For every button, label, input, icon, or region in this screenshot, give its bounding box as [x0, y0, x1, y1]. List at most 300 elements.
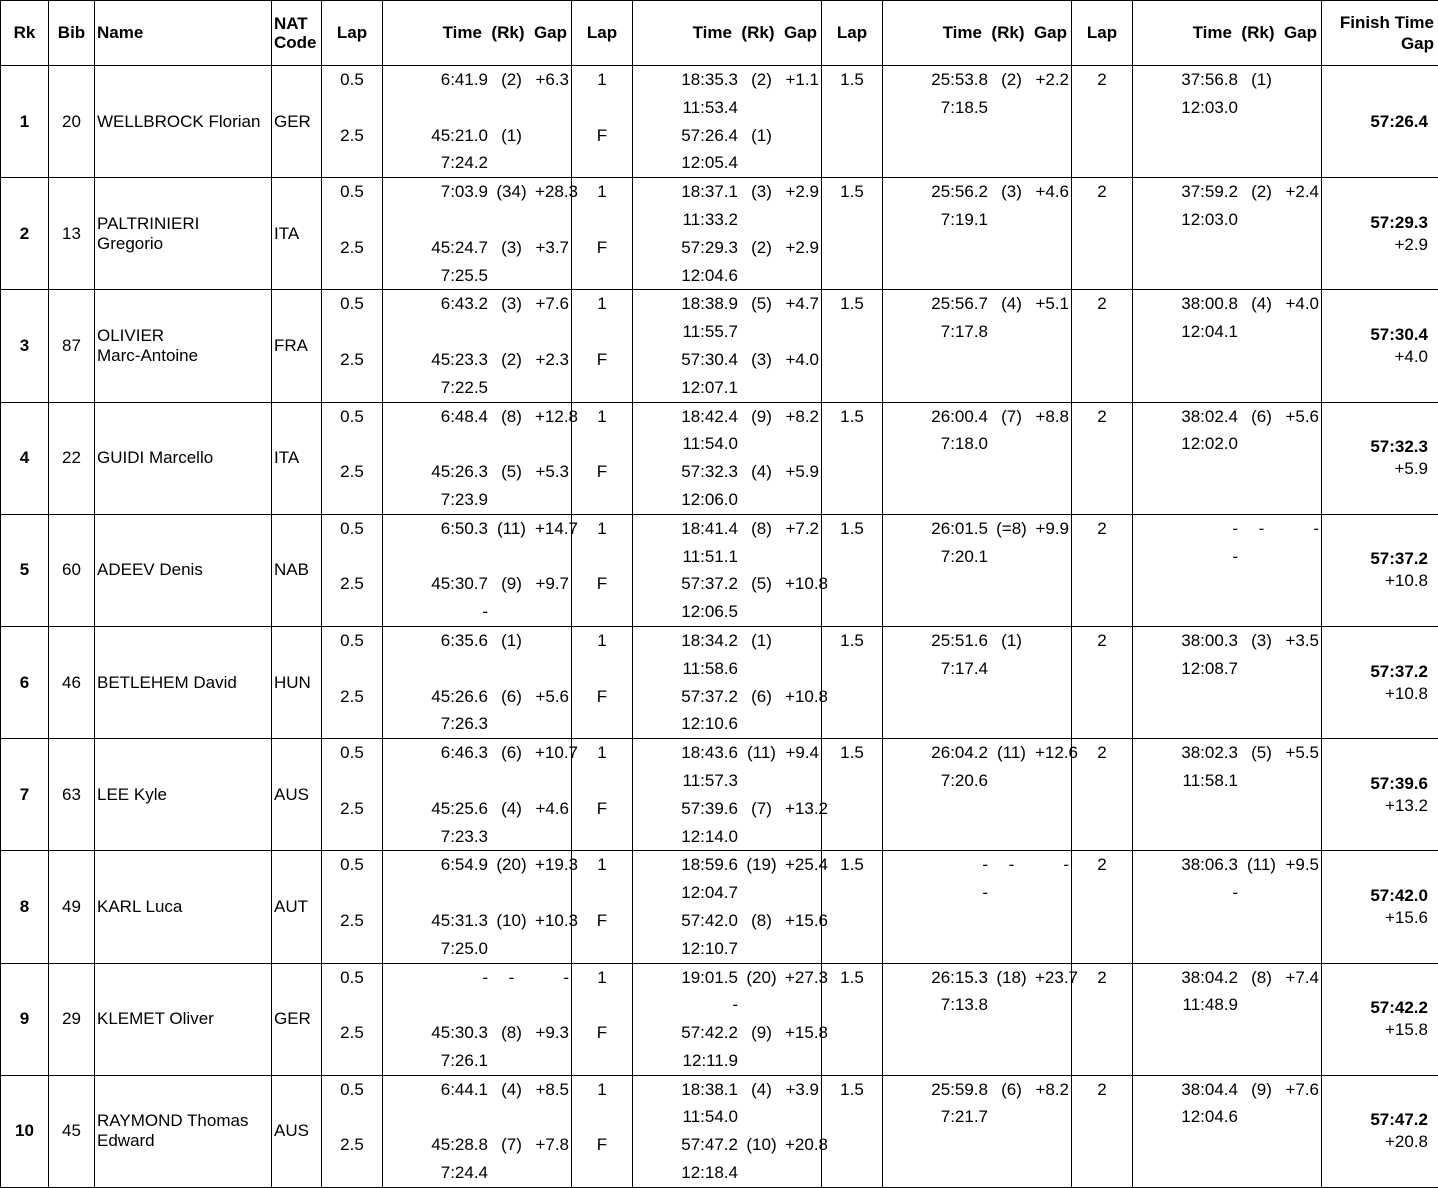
split-cell [1133, 514, 1322, 626]
lap-spacer [822, 94, 882, 122]
split-main-line [633, 795, 819, 823]
split-cell [883, 514, 1072, 626]
split-sub-line [633, 767, 819, 795]
lap-label: F [572, 570, 632, 598]
split-lap-time: 12:11.9 [683, 1047, 738, 1075]
split-gap: +7.6 [535, 290, 569, 318]
lap-label: F [572, 122, 632, 150]
split-time: 26:04.2 [931, 739, 988, 767]
split-lap-time: 11:33.2 [683, 206, 738, 234]
lap-stack [322, 290, 382, 401]
lap-stack [822, 290, 882, 346]
split-lap-time: 7:26.1 [441, 1047, 488, 1075]
sub-spacer [1238, 1103, 1319, 1131]
split-main-line [1133, 403, 1319, 431]
split-main-line [1133, 66, 1319, 94]
split-lap-time: - [482, 598, 488, 626]
lap-spacer [572, 767, 632, 795]
split-rank: (2) [1238, 178, 1285, 206]
lap-cell [572, 514, 633, 626]
split-gap: +5.6 [535, 683, 569, 711]
split-stack [1133, 178, 1319, 234]
split-time: 57:37.2 [681, 683, 738, 711]
split-time: 45:26.3 [431, 458, 488, 486]
lap-label: 0.5 [322, 739, 382, 767]
lap-spacer [322, 318, 382, 346]
split-main-line [883, 66, 1069, 94]
header-rk: Rk [1, 1, 49, 66]
lap-label: 0.5 [322, 515, 382, 543]
split-sub-line [633, 710, 819, 738]
lap-cell [322, 402, 383, 514]
lap-spacer [572, 823, 632, 851]
split-gap: +2.3 [535, 346, 569, 374]
split-time: 18:38.1 [681, 1076, 738, 1104]
split-sub-line [383, 991, 569, 1019]
sub-spacer [738, 1047, 819, 1075]
lap-stack [1072, 964, 1132, 1020]
lap-label: 2.5 [322, 1019, 382, 1047]
split-gap: +6.3 [535, 66, 569, 94]
split-main-line [883, 1076, 1069, 1104]
sub-spacer [988, 655, 1069, 683]
sub-spacer [488, 710, 569, 738]
split-time: 26:01.5 [931, 515, 988, 543]
sub-spacer [738, 710, 819, 738]
lap-spacer [322, 262, 382, 290]
split-lap-time: 12:02.0 [1181, 430, 1238, 458]
split-sub-line [383, 374, 569, 402]
split-stack [883, 66, 1069, 122]
split-rank: - [488, 964, 535, 992]
athlete-name-line1: RAYMOND Thomas [97, 1111, 271, 1131]
split-rank: (5) [738, 290, 785, 318]
split-rank: (11) [1238, 851, 1285, 879]
split-gap: +9.7 [535, 570, 569, 598]
split-gap: +7.2 [785, 515, 819, 543]
split-lap-time: 7:18.5 [941, 94, 988, 122]
split-gap: +10.8 [785, 683, 819, 711]
lap-cell [822, 851, 883, 963]
split-rank: (2) [738, 66, 785, 94]
lap-label: 1.5 [822, 627, 882, 655]
lap-label: 2.5 [322, 458, 382, 486]
athlete-name-cell [95, 178, 272, 290]
sub-spacer [488, 823, 569, 851]
rank-cell: 5 [1, 514, 49, 626]
lap-spacer [322, 710, 382, 738]
lap-cell [1072, 178, 1133, 290]
sub-spacer [988, 543, 1069, 571]
lap-spacer [1072, 430, 1132, 458]
split-time: 6:43.2 [441, 290, 488, 318]
split-sub-line [383, 1047, 569, 1075]
lap-spacer [822, 655, 882, 683]
split-lap-time: - [982, 879, 988, 907]
lap-stack [822, 851, 882, 907]
header-finish-line1: Finish Time [1322, 12, 1434, 33]
athlete-name-line1: LEE Kyle [97, 785, 271, 805]
split-cell [633, 290, 822, 402]
lap-label: 1 [572, 515, 632, 543]
athlete-name-line1: OLIVIER [97, 326, 271, 346]
split-sub-line [633, 206, 819, 234]
split-main-line [1133, 178, 1319, 206]
split-stack [883, 627, 1069, 683]
split-sub-line [883, 543, 1069, 571]
split-gap [535, 122, 569, 150]
nat-code-cell: ITA [272, 402, 322, 514]
header-time-rk-gap [633, 1, 822, 66]
split-gap: +4.7 [785, 290, 819, 318]
lap-spacer [572, 879, 632, 907]
split-time: 25:56.2 [931, 178, 988, 206]
split-main-line [633, 1019, 819, 1047]
split-lap-time: 12:03.0 [1181, 206, 1238, 234]
lap-stack [322, 403, 382, 514]
split-main-line [383, 907, 569, 935]
lap-spacer [572, 430, 632, 458]
lap-stack [572, 851, 632, 962]
split-sub-line [383, 1103, 569, 1131]
lap-spacer [572, 598, 632, 626]
lap-stack [1072, 66, 1132, 122]
split-time: 45:28.8 [431, 1131, 488, 1159]
split-lap-time: 11:54.0 [683, 430, 738, 458]
split-gap: +5.5 [1285, 739, 1319, 767]
rank-cell: 8 [1, 851, 49, 963]
lap-stack [572, 403, 632, 514]
sub-spacer [1238, 655, 1319, 683]
split-rank: (10) [488, 907, 535, 935]
finish-gap: +4.0 [1322, 346, 1428, 368]
lap-label: 2.5 [322, 907, 382, 935]
lap-stack [322, 178, 382, 289]
split-main-line [633, 964, 819, 992]
lap-cell [322, 178, 383, 290]
split-main-line [383, 683, 569, 711]
finish-cell [1322, 402, 1438, 514]
split-rank: (5) [488, 458, 535, 486]
split-main-line [383, 1131, 569, 1159]
finish-cell [1322, 626, 1438, 738]
sub-spacer [738, 991, 819, 1019]
lap-spacer [322, 935, 382, 963]
split-cell [383, 963, 572, 1075]
split-main-line [383, 851, 569, 879]
sub-spacer [988, 206, 1069, 234]
split-main-line [633, 178, 819, 206]
split-time: 25:56.7 [931, 290, 988, 318]
split-stack [383, 290, 569, 401]
lap-label: 2.5 [322, 346, 382, 374]
lap-label: 1.5 [822, 66, 882, 94]
split-main-line [383, 234, 569, 262]
athlete-name-line1: WELLBROCK Florian [97, 112, 271, 132]
nat-code-cell: HUN [272, 626, 322, 738]
header-time: Time [443, 23, 482, 42]
lap-cell [1072, 963, 1133, 1075]
split-gap: +2.9 [785, 234, 819, 262]
split-main-line [883, 851, 1069, 879]
lap-spacer [572, 94, 632, 122]
split-lap-time: - [1232, 879, 1238, 907]
split-sub-line [883, 879, 1069, 907]
finish-time: 57:42.0 [1322, 885, 1428, 907]
split-lap-time: 12:05.4 [681, 149, 738, 177]
split-gap: +1.1 [785, 66, 819, 94]
lap-spacer [322, 374, 382, 402]
lap-spacer [822, 543, 882, 571]
lap-spacer [572, 1103, 632, 1131]
sub-spacer [738, 879, 819, 907]
split-sub-line [883, 767, 1069, 795]
split-sub-line [633, 935, 819, 963]
lap-spacer [572, 543, 632, 571]
split-cell [883, 963, 1072, 1075]
split-main-line [883, 403, 1069, 431]
finish-time: 57:47.2 [1322, 1109, 1428, 1131]
lap-cell [572, 739, 633, 851]
athlete-name-line1: ADEEV Denis [97, 560, 271, 580]
athlete-name-cell [95, 514, 272, 626]
split-rank: (1) [738, 627, 785, 655]
sub-spacer [488, 262, 569, 290]
split-lap-time: 11:54.0 [683, 1103, 738, 1131]
finish-cell [1322, 66, 1438, 178]
split-time: 18:42.4 [681, 403, 738, 431]
athlete-name-cell [95, 851, 272, 963]
lap-stack [572, 1076, 632, 1187]
finish-gap: +15.6 [1322, 907, 1428, 929]
lap-spacer [572, 149, 632, 177]
split-lap-time: 7:17.4 [941, 655, 988, 683]
split-rank: (1) [488, 627, 535, 655]
split-lap-time: 7:23.9 [441, 486, 488, 514]
lap-label: 0.5 [322, 627, 382, 655]
header-time: Time [693, 23, 732, 42]
split-time: 18:43.6 [681, 739, 738, 767]
lap-label: 0.5 [322, 1076, 382, 1104]
split-time: 25:59.8 [931, 1076, 988, 1104]
sub-spacer [738, 1103, 819, 1131]
sub-spacer [1238, 543, 1319, 571]
split-main-line [1133, 964, 1319, 992]
sub-spacer [488, 149, 569, 177]
split-cell [383, 739, 572, 851]
split-lap-time: 12:10.7 [681, 935, 738, 963]
split-rank: (20) [488, 851, 535, 879]
header-gap: Gap [784, 23, 817, 42]
sub-spacer [738, 262, 819, 290]
sub-spacer [488, 206, 569, 234]
lap-label: 1.5 [822, 290, 882, 318]
split-lap-time: 11:55.7 [683, 318, 738, 346]
lap-cell [822, 739, 883, 851]
split-time: 18:38.9 [681, 290, 738, 318]
split-sub-line [383, 149, 569, 177]
finish-time: 57:37.2 [1322, 548, 1428, 570]
split-rank: (8) [488, 1019, 535, 1047]
split-main-line [633, 346, 819, 374]
split-gap: +10.8 [785, 570, 819, 598]
lap-label: 1 [572, 403, 632, 431]
sub-spacer [988, 430, 1069, 458]
sub-spacer [488, 655, 569, 683]
lap-stack [1072, 403, 1132, 459]
lap-label: 0.5 [322, 290, 382, 318]
split-cell [1133, 739, 1322, 851]
split-time: 38:04.2 [1181, 964, 1238, 992]
split-rank: (1) [1238, 66, 1285, 94]
lap-spacer [822, 318, 882, 346]
split-main-line [383, 964, 569, 992]
split-gap: +4.6 [1035, 178, 1069, 206]
split-main-line [883, 290, 1069, 318]
lap-stack [822, 739, 882, 795]
lap-cell [1072, 290, 1133, 402]
split-main-line [883, 515, 1069, 543]
split-cell [1133, 402, 1322, 514]
split-gap [1285, 66, 1319, 94]
lap-spacer [572, 374, 632, 402]
split-rank: (4) [488, 1076, 535, 1104]
split-rank: (9) [1238, 1076, 1285, 1104]
split-lap-time: 12:04.1 [1181, 318, 1238, 346]
split-stack [383, 739, 569, 850]
split-cell [633, 178, 822, 290]
split-rank: (7) [738, 795, 785, 823]
athlete-name-line2: Marc-Antoine [97, 346, 271, 366]
split-main-line [883, 739, 1069, 767]
split-time: 18:41.4 [681, 515, 738, 543]
split-stack [633, 515, 819, 626]
lap-label: 1.5 [822, 964, 882, 992]
split-gap: +9.3 [535, 1019, 569, 1047]
lap-spacer [322, 1047, 382, 1075]
split-sub-line [883, 655, 1069, 683]
split-sub-line [633, 991, 819, 1019]
sub-spacer [738, 430, 819, 458]
split-main-line [883, 627, 1069, 655]
header-rkp: (Rk) [1241, 23, 1274, 42]
sub-spacer [1238, 430, 1319, 458]
lap-cell [572, 402, 633, 514]
split-rank: (19) [738, 851, 785, 879]
split-gap: +12.8 [535, 403, 569, 431]
lap-stack [822, 964, 882, 1020]
sub-spacer [988, 991, 1069, 1019]
split-lap-time: 12:08.7 [1181, 655, 1238, 683]
lap-spacer [1072, 991, 1132, 1019]
lap-cell [822, 514, 883, 626]
split-sub-line [383, 486, 569, 514]
split-rank: (1) [988, 627, 1035, 655]
split-stack [633, 627, 819, 738]
split-cell [1133, 1075, 1322, 1187]
split-stack [1133, 964, 1319, 1020]
split-time: 37:59.2 [1181, 178, 1238, 206]
lap-cell [1072, 739, 1133, 851]
split-gap [535, 627, 569, 655]
split-cell [633, 1075, 822, 1187]
lap-label: 1 [572, 1076, 632, 1104]
split-main-line [633, 403, 819, 431]
split-gap: +9.9 [1035, 515, 1069, 543]
split-main-line [383, 739, 569, 767]
split-stack [383, 964, 569, 1075]
header-lap: Lap [822, 1, 883, 66]
finish-gap: +13.2 [1322, 795, 1428, 817]
header-gap: Gap [1034, 23, 1067, 42]
lap-stack [322, 964, 382, 1075]
split-cell [883, 1075, 1072, 1187]
table-row [1, 402, 1438, 514]
split-time: 45:21.0 [431, 122, 488, 150]
finish-gap: +20.8 [1322, 1131, 1428, 1153]
lap-label: 1 [572, 178, 632, 206]
lap-cell [822, 290, 883, 402]
lap-label: 2 [1072, 851, 1132, 879]
split-rank: (4) [738, 458, 785, 486]
lap-stack [822, 66, 882, 122]
split-time: 6:50.3 [441, 515, 488, 543]
split-cell [1133, 178, 1322, 290]
split-time: 45:23.3 [431, 346, 488, 374]
finish-time: 57:30.4 [1322, 324, 1428, 346]
table-header [1, 1, 1438, 66]
split-gap: +7.8 [535, 1131, 569, 1159]
split-time: 6:41.9 [441, 66, 488, 94]
split-cell [633, 66, 822, 178]
sub-spacer [488, 935, 569, 963]
lap-stack [1072, 1076, 1132, 1132]
split-stack [633, 739, 819, 850]
lap-spacer [572, 1159, 632, 1187]
split-sub-line [383, 823, 569, 851]
lap-stack [1072, 627, 1132, 683]
lap-cell [322, 851, 383, 963]
split-gap: +3.5 [1285, 627, 1319, 655]
split-main-line [633, 458, 819, 486]
lap-label: 1 [572, 739, 632, 767]
lap-stack [1072, 739, 1132, 795]
finish-time: 57:26.4 [1322, 111, 1428, 133]
split-time: 7:03.9 [441, 178, 488, 206]
sub-spacer [488, 318, 569, 346]
split-sub-line [1133, 430, 1319, 458]
header-gap: Gap [1284, 23, 1317, 42]
rank-cell: 9 [1, 963, 49, 1075]
split-sub-line [383, 879, 569, 907]
split-stack [1133, 403, 1319, 459]
split-gap: +8.8 [1035, 403, 1069, 431]
split-lap-time: 11:58.1 [1183, 767, 1238, 795]
split-gap: +5.9 [785, 458, 819, 486]
split-main-line [383, 627, 569, 655]
lap-cell [822, 963, 883, 1075]
lap-spacer [1072, 206, 1132, 234]
finish-gap: +15.8 [1322, 1019, 1428, 1041]
lap-stack [822, 403, 882, 459]
split-time: 57:37.2 [681, 570, 738, 598]
split-cell [1133, 290, 1322, 402]
lap-cell [322, 626, 383, 738]
split-rank: (6) [488, 739, 535, 767]
split-stack [883, 964, 1069, 1020]
split-stack [883, 403, 1069, 459]
athlete-name-line1: KLEMET Oliver [97, 1009, 271, 1029]
